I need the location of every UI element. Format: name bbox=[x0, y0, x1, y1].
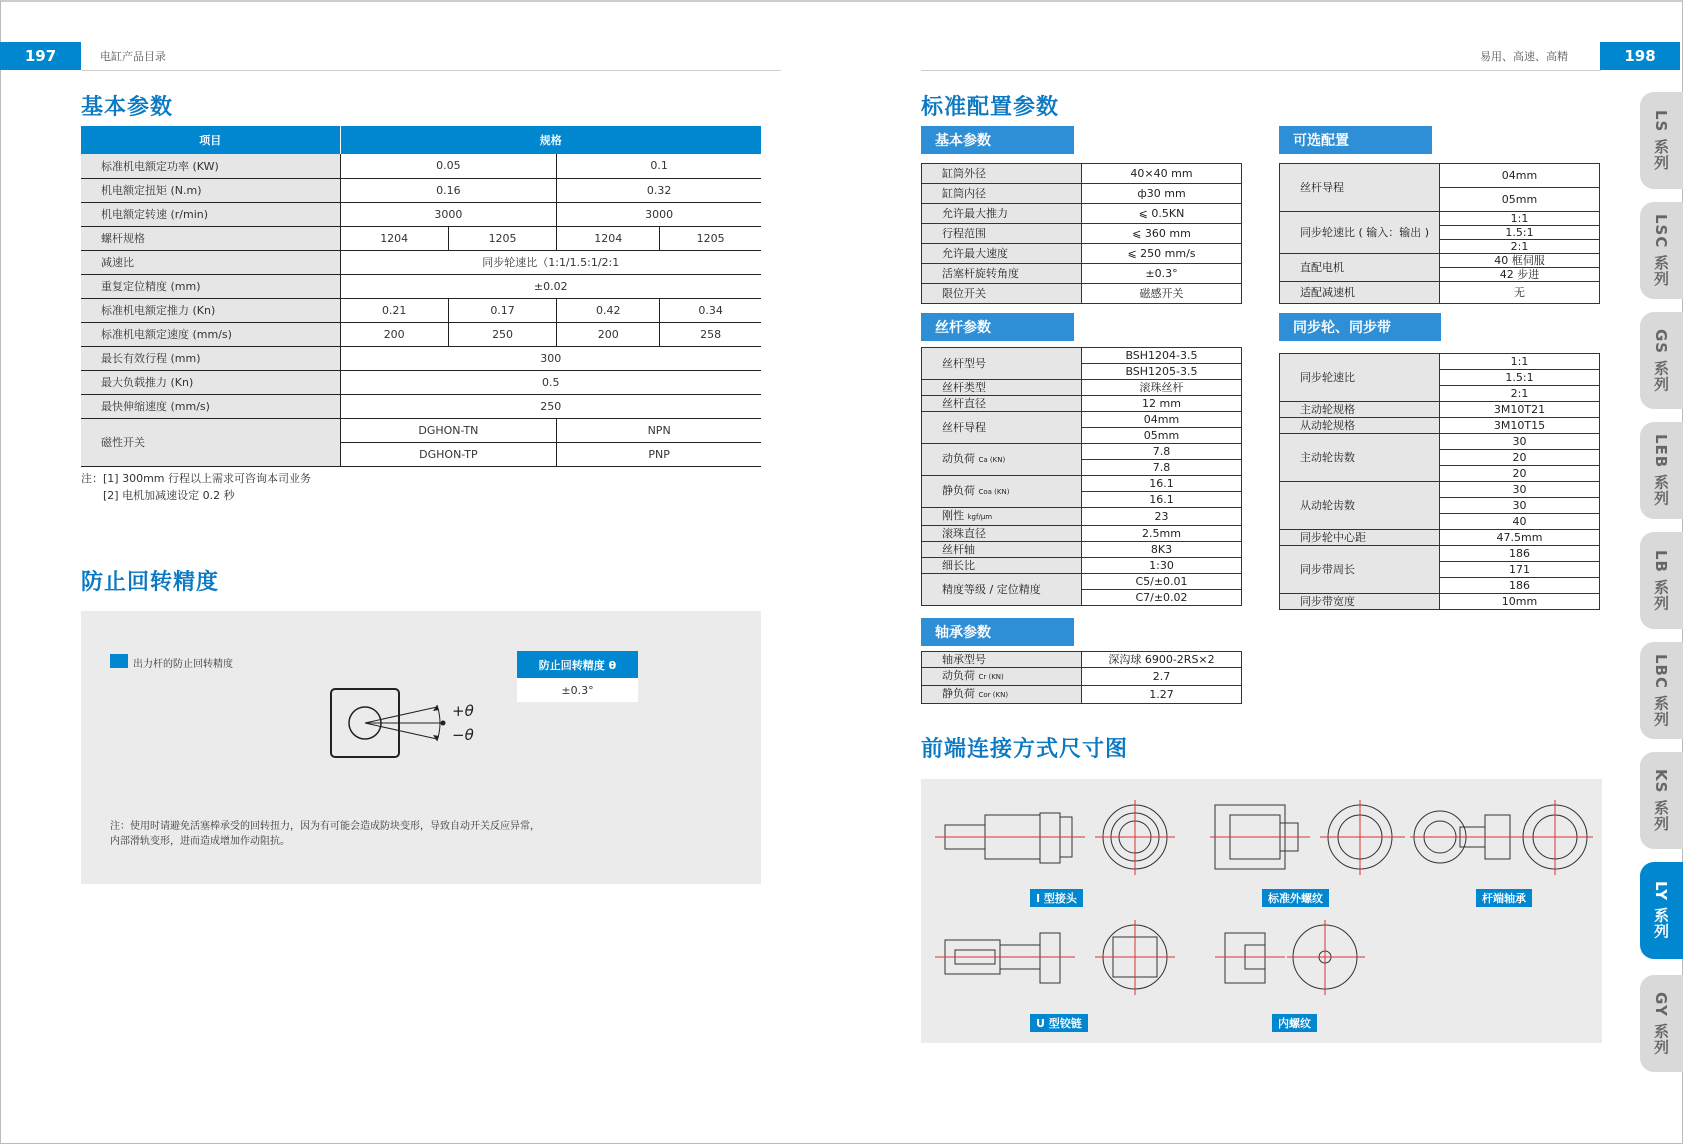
cell: 1205 bbox=[448, 226, 556, 250]
row-label: 丝杆直径 bbox=[922, 396, 1082, 412]
tab-gy[interactable] bbox=[1640, 975, 1683, 1072]
cell: 2.7 bbox=[1082, 668, 1242, 686]
unit-label: Ca (KN) bbox=[978, 456, 1006, 464]
cell: 7.8 bbox=[1082, 460, 1242, 476]
cell: 0.16 bbox=[340, 178, 557, 202]
cell: 30 bbox=[1440, 498, 1600, 514]
anti-note bbox=[110, 819, 540, 849]
row-label-group bbox=[922, 686, 1082, 704]
std-basic-table bbox=[921, 163, 1242, 304]
row-label: 限位开关 bbox=[922, 284, 1082, 304]
table-row bbox=[81, 370, 761, 394]
cell: 42 步进 bbox=[1440, 268, 1600, 282]
row-label: 丝杆轴 bbox=[922, 542, 1082, 558]
cell: ±0.02 bbox=[340, 274, 761, 298]
cell: 30 bbox=[1440, 482, 1600, 498]
cell: 300 bbox=[340, 346, 761, 370]
label-int-thread: 内螺纹 bbox=[1272, 1014, 1317, 1032]
tab-label: KS 系列 bbox=[1652, 769, 1670, 832]
cell: 滚珠丝杆 bbox=[1082, 380, 1242, 396]
table-row bbox=[1280, 482, 1600, 498]
cell: 200 bbox=[557, 322, 660, 346]
cell: 10mm bbox=[1440, 594, 1600, 610]
row-label: 丝杆类型 bbox=[922, 380, 1082, 396]
row-label: 减速比 bbox=[81, 250, 340, 274]
accuracy-value: ±0.3° bbox=[517, 678, 638, 702]
table-row bbox=[922, 204, 1242, 224]
cell: 1.5:1 bbox=[1440, 370, 1600, 386]
head-item: 项目 bbox=[81, 126, 340, 154]
cell: 2:1 bbox=[1440, 386, 1600, 402]
table-row bbox=[922, 348, 1242, 364]
cell: 186 bbox=[1440, 578, 1600, 594]
cell: 2.5mm bbox=[1082, 526, 1242, 542]
cell: 0.5 bbox=[340, 370, 761, 394]
unit-label: Cr (KN) bbox=[978, 673, 1004, 681]
row-label: 允许最大推力 bbox=[922, 204, 1082, 224]
table-row bbox=[922, 668, 1242, 686]
bearing-header: 轴承参数 bbox=[921, 618, 1074, 646]
row-label: 直配电机 bbox=[1280, 254, 1440, 282]
cell: PNP bbox=[557, 442, 761, 466]
table-row bbox=[1280, 164, 1600, 188]
cell: 1:1 bbox=[1440, 212, 1600, 226]
table-row bbox=[922, 284, 1242, 304]
cell: ±0.3° bbox=[1082, 264, 1242, 284]
row-label: 重复定位精度 (mm) bbox=[81, 274, 340, 298]
row-label: 同步带宽度 bbox=[1280, 594, 1440, 610]
cell: 23 bbox=[1082, 508, 1242, 526]
row-label: 允许最大速度 bbox=[922, 244, 1082, 264]
row-label: 螺杆规格 bbox=[81, 226, 340, 250]
table-row bbox=[922, 542, 1242, 558]
basic-params-title: 基本参数 bbox=[81, 95, 174, 120]
cell: ⩽ 360 mm bbox=[1082, 224, 1242, 244]
table-row bbox=[81, 346, 761, 370]
std-basic-header: 基本参数 bbox=[921, 126, 1074, 154]
cell: 3000 bbox=[557, 202, 761, 226]
table-row bbox=[922, 264, 1242, 284]
table-row bbox=[922, 184, 1242, 204]
row-label: 标准机电额定功率 (KW) bbox=[81, 154, 340, 178]
cell: 16.1 bbox=[1082, 476, 1242, 492]
cell: 0.34 bbox=[660, 298, 761, 322]
cell: 深沟球 6900-2RS×2 bbox=[1082, 652, 1242, 668]
row-label: 动负荷 bbox=[942, 452, 975, 465]
front-connection-title: 前端连接方式尺寸图 bbox=[921, 737, 1129, 762]
cell: 186 bbox=[1440, 546, 1600, 562]
cell: 3M10T15 bbox=[1440, 418, 1600, 434]
row-label: 缸筒外径 bbox=[922, 164, 1082, 184]
row-label: 磁性开关 bbox=[81, 418, 340, 466]
row-label: 同步轮速比 bbox=[1280, 354, 1440, 402]
cell: 0.1 bbox=[557, 154, 761, 178]
sync-header: 同步轮、同步带 bbox=[1279, 313, 1441, 341]
cell: 1.27 bbox=[1082, 686, 1242, 704]
row-label: 丝杆导程 bbox=[1280, 164, 1440, 212]
table-row bbox=[1280, 594, 1600, 610]
label-rod-end: 杆端轴承 bbox=[1476, 889, 1532, 907]
row-label: 缸筒内径 bbox=[922, 184, 1082, 204]
tab-label: GS 系列 bbox=[1652, 328, 1670, 393]
cell: BSH1205-3.5 bbox=[1082, 364, 1242, 380]
table-row bbox=[81, 226, 761, 250]
header-rule-right bbox=[921, 70, 1601, 71]
table-row bbox=[922, 574, 1242, 590]
tab-label: LBC 系列 bbox=[1652, 653, 1670, 728]
table-row bbox=[81, 250, 761, 274]
note-line: 注：[1] 300mm 行程以上需求可咨询本司业务 bbox=[81, 472, 311, 485]
row-label: 丝杆型号 bbox=[922, 348, 1082, 380]
row-label: 轴承型号 bbox=[922, 652, 1082, 668]
page-number-right: 198 bbox=[1600, 42, 1680, 70]
row-label: 同步轮速比 ( 输入：输出 ) bbox=[1280, 212, 1440, 254]
table-row bbox=[922, 380, 1242, 396]
accuracy-box bbox=[517, 651, 638, 702]
cell: ⩽ 250 mm/s bbox=[1082, 244, 1242, 264]
table-row bbox=[81, 394, 761, 418]
table-row bbox=[1280, 418, 1600, 434]
cell: 12 mm bbox=[1082, 396, 1242, 412]
cell: 2:1 bbox=[1440, 240, 1600, 254]
rotation-diagram-icon bbox=[325, 683, 505, 763]
cell: C5/±0.01 bbox=[1082, 574, 1242, 590]
cell: C7/±0.02 bbox=[1082, 590, 1242, 606]
i-joint-drawing-icon bbox=[935, 795, 1175, 895]
cell: 47.5mm bbox=[1440, 530, 1600, 546]
note-line: [2] 电机加减速设定 0.2 秒 bbox=[103, 489, 235, 502]
u-hinge-drawing-icon bbox=[935, 915, 1175, 1015]
cell: 250 bbox=[340, 394, 761, 418]
row-label: 静负荷 bbox=[942, 687, 975, 700]
table-row bbox=[922, 508, 1242, 526]
row-label: 最长有效行程 (mm) bbox=[81, 346, 340, 370]
row-label-group bbox=[922, 508, 1082, 526]
table-row bbox=[922, 244, 1242, 264]
head-spec: 规格 bbox=[340, 126, 761, 154]
row-label: 活塞杆旋转角度 bbox=[922, 264, 1082, 284]
table-row bbox=[1280, 434, 1600, 450]
row-label: 滚珠直径 bbox=[922, 526, 1082, 542]
cell: 171 bbox=[1440, 562, 1600, 578]
row-label-group bbox=[922, 476, 1082, 508]
table-row bbox=[922, 444, 1242, 460]
tab-label: LY 系列 bbox=[1652, 881, 1670, 940]
cell: 同步轮速比（1:1/1.5:1/2:1 bbox=[340, 250, 761, 274]
cell: BSH1204-3.5 bbox=[1082, 348, 1242, 364]
tab-ks[interactable] bbox=[1640, 752, 1683, 849]
cell: 05mm bbox=[1440, 188, 1600, 212]
plus-theta-label: +θ bbox=[452, 702, 474, 720]
header-rule-left bbox=[81, 70, 781, 71]
cell: 1205 bbox=[660, 226, 761, 250]
row-label: 动负荷 bbox=[942, 669, 975, 682]
cell: 30 bbox=[1440, 434, 1600, 450]
row-label: 主动轮齿数 bbox=[1280, 434, 1440, 482]
cell: 0.32 bbox=[557, 178, 761, 202]
row-label: 最大负载推力 (Kn) bbox=[81, 370, 340, 394]
table-row bbox=[922, 164, 1242, 184]
note-line: 注：使用时请避免活塞棒承受的回转扭力，因为有可能会造成防块变形，导致自动开关反应异常， bbox=[110, 821, 540, 832]
row-label: 行程范围 bbox=[922, 224, 1082, 244]
screw-table bbox=[921, 347, 1242, 606]
row-label: 适配减速机 bbox=[1280, 282, 1440, 304]
cell: 250 bbox=[448, 322, 556, 346]
cell: 20 bbox=[1440, 466, 1600, 482]
table-row bbox=[922, 476, 1242, 492]
cell: 1.5:1 bbox=[1440, 226, 1600, 240]
basic-params-table bbox=[81, 126, 761, 467]
label-u-hinge: U 型铰链 bbox=[1030, 1014, 1088, 1032]
table-row bbox=[1280, 530, 1600, 546]
cell: 0.17 bbox=[448, 298, 556, 322]
cell: 0.42 bbox=[557, 298, 660, 322]
cell: 200 bbox=[340, 322, 448, 346]
cell: 40 bbox=[1440, 514, 1600, 530]
note-line: 内部滑轨变形，进而造成增加作动阻抗。 bbox=[110, 836, 290, 847]
table-row bbox=[922, 652, 1242, 668]
tab-gs[interactable] bbox=[1640, 312, 1683, 409]
cell: 20 bbox=[1440, 450, 1600, 466]
table-row bbox=[922, 412, 1242, 428]
cell: 1204 bbox=[557, 226, 660, 250]
cell: DGHON-TP bbox=[340, 442, 557, 466]
table-row bbox=[1280, 212, 1600, 226]
row-label: 从动轮规格 bbox=[1280, 418, 1440, 434]
table-row bbox=[81, 154, 761, 178]
row-label-group bbox=[922, 668, 1082, 686]
cell: 40 框伺服 bbox=[1440, 254, 1600, 268]
legend-square-icon bbox=[110, 654, 128, 668]
rod-end-drawing-icon bbox=[1410, 795, 1595, 895]
table-row bbox=[922, 686, 1242, 704]
row-label: 同步带周长 bbox=[1280, 546, 1440, 594]
cell: 1:30 bbox=[1082, 558, 1242, 574]
table-row bbox=[81, 274, 761, 298]
table-row bbox=[1280, 402, 1600, 418]
cell: 258 bbox=[660, 322, 761, 346]
tab-label: LB 系列 bbox=[1652, 549, 1670, 612]
table-row bbox=[922, 558, 1242, 574]
row-label: 从动轮齿数 bbox=[1280, 482, 1440, 530]
cell: 0.21 bbox=[340, 298, 448, 322]
table-row bbox=[81, 418, 761, 442]
cell: 磁感开关 bbox=[1082, 284, 1242, 304]
ext-thread-drawing-icon bbox=[1210, 795, 1410, 895]
row-label: 静负荷 bbox=[942, 484, 975, 497]
row-label: 主动轮规格 bbox=[1280, 402, 1440, 418]
bearing-table bbox=[921, 651, 1242, 704]
row-label: 丝杆导程 bbox=[922, 412, 1082, 444]
int-thread-drawing-icon bbox=[1215, 915, 1390, 1015]
table-row bbox=[1280, 254, 1600, 268]
table-row bbox=[1280, 354, 1600, 370]
catalog-title: 电缸产品目录 bbox=[100, 50, 166, 63]
legend-text: 出力杆的防止回转精度 bbox=[133, 659, 233, 670]
table-row bbox=[81, 178, 761, 202]
tab-ls[interactable] bbox=[1640, 92, 1683, 189]
table-row bbox=[922, 396, 1242, 412]
table-row bbox=[922, 526, 1242, 542]
anti-rotation-title: 防止回转精度 bbox=[81, 570, 220, 595]
cell: 40×40 mm bbox=[1082, 164, 1242, 184]
row-label: 精度等级 / 定位精度 bbox=[922, 574, 1082, 606]
cell: 05mm bbox=[1082, 428, 1242, 444]
cell: 16.1 bbox=[1082, 492, 1242, 508]
table-row bbox=[1280, 546, 1600, 562]
cell: 0.05 bbox=[340, 154, 557, 178]
tab-leb[interactable] bbox=[1640, 422, 1683, 519]
table-row bbox=[81, 202, 761, 226]
tab-label: GY 系列 bbox=[1652, 991, 1670, 1056]
accuracy-head: 防止回转精度 θ bbox=[517, 651, 638, 678]
optional-header: 可选配置 bbox=[1279, 126, 1432, 154]
tab-lbc[interactable] bbox=[1640, 642, 1683, 739]
row-label: 机电额定转速 (r/min) bbox=[81, 202, 340, 226]
cell: DGHON-TN bbox=[340, 418, 557, 442]
optional-table bbox=[1279, 163, 1600, 304]
slogan: 易用、高速、高精 bbox=[1480, 50, 1568, 63]
label-ext-thread: 标准外螺纹 bbox=[1262, 889, 1329, 907]
cell: 8K3 bbox=[1082, 542, 1242, 558]
minus-theta-label: −θ bbox=[452, 726, 474, 744]
cell: ф30 mm bbox=[1082, 184, 1242, 204]
tab-lb[interactable] bbox=[1640, 532, 1683, 629]
cell: 3000 bbox=[340, 202, 557, 226]
tab-label: LS 系列 bbox=[1652, 110, 1670, 171]
row-label: 标准机电额定推力 (Kn) bbox=[81, 298, 340, 322]
cell: 3M10T21 bbox=[1440, 402, 1600, 418]
table-row bbox=[81, 298, 761, 322]
cell: 04mm bbox=[1082, 412, 1242, 428]
row-label: 刚性 bbox=[942, 509, 964, 522]
tab-label: LEB 系列 bbox=[1652, 434, 1670, 507]
cell: 04mm bbox=[1440, 164, 1600, 188]
row-label: 最快伸缩速度 (mm/s) bbox=[81, 394, 340, 418]
table-row bbox=[922, 224, 1242, 244]
cell: ⩽ 0.5KN bbox=[1082, 204, 1242, 224]
sync-table bbox=[1279, 353, 1600, 610]
unit-label: Cor (KN) bbox=[978, 691, 1009, 699]
unit-label: kgf/μm bbox=[967, 513, 993, 521]
row-label: 标准机电额定速度 (mm/s) bbox=[81, 322, 340, 346]
table-row bbox=[81, 322, 761, 346]
cell: 7.8 bbox=[1082, 444, 1242, 460]
cell: 无 bbox=[1440, 282, 1600, 304]
page-number-left: 197 bbox=[0, 42, 81, 70]
tab-ly[interactable] bbox=[1640, 862, 1683, 959]
cell: 1:1 bbox=[1440, 354, 1600, 370]
screw-header: 丝杆参数 bbox=[921, 313, 1074, 341]
std-config-title: 标准配置参数 bbox=[921, 95, 1060, 120]
basic-notes bbox=[81, 470, 311, 504]
table-row bbox=[1280, 282, 1600, 304]
tab-lsc[interactable] bbox=[1640, 202, 1683, 299]
cell: 1204 bbox=[340, 226, 448, 250]
unit-label: Coa (KN) bbox=[978, 488, 1010, 496]
row-label: 细长比 bbox=[922, 558, 1082, 574]
tab-label: LSC 系列 bbox=[1652, 214, 1670, 287]
row-label: 同步轮中心距 bbox=[1280, 530, 1440, 546]
row-label: 机电额定扭矩 (N.m) bbox=[81, 178, 340, 202]
row-label-group bbox=[922, 444, 1082, 476]
cell: NPN bbox=[557, 418, 761, 442]
label-i-joint: I 型接头 bbox=[1030, 889, 1083, 907]
